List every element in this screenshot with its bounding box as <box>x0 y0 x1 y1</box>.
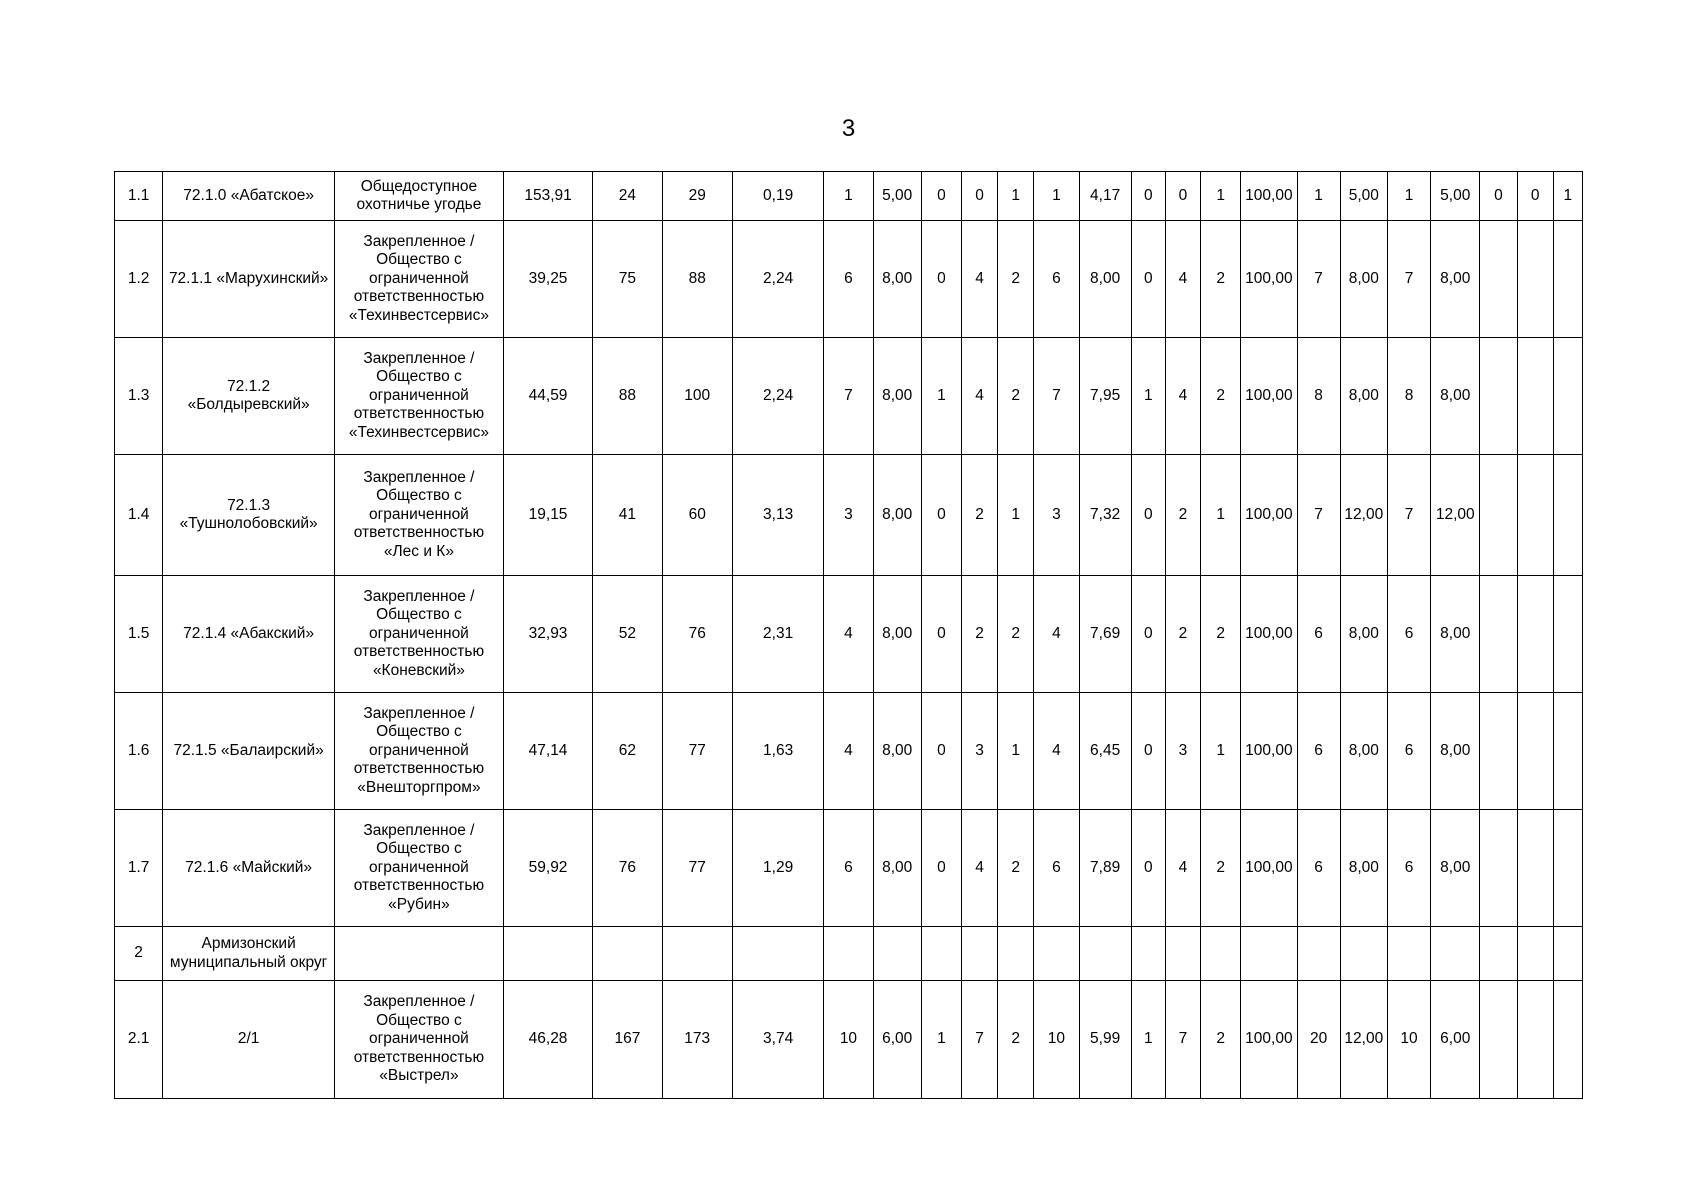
table-cell: 2 <box>998 810 1034 927</box>
table-cell: Закрепленное / Общество с ограниченной ответственностью «Выстрел» <box>335 981 504 1099</box>
table-cell: 1.5 <box>115 576 163 693</box>
table-row <box>115 693 1583 810</box>
table-cell: 5,00 <box>1340 172 1387 221</box>
table-cell: 0 <box>1131 221 1165 338</box>
table-cell: 2 <box>998 981 1034 1099</box>
table-cell: 6,45 <box>1079 693 1131 810</box>
table-cell: 7,69 <box>1079 576 1131 693</box>
table-cell: 2 <box>1165 576 1200 693</box>
table-cell: 2,24 <box>732 338 823 455</box>
page-number: 3 <box>841 115 856 142</box>
table-cell: 1 <box>1034 172 1079 221</box>
table-cell <box>593 927 662 981</box>
table-cell <box>873 927 921 981</box>
table-cell: 7,89 <box>1079 810 1131 927</box>
table-cell: 4 <box>1165 221 1200 338</box>
table-cell <box>1480 576 1517 693</box>
table-cell <box>1517 981 1553 1099</box>
table-cell: 2 <box>1201 221 1241 338</box>
table-cell: 7 <box>1297 221 1340 338</box>
table-cell: 2 <box>1201 338 1241 455</box>
table-row <box>115 221 1583 338</box>
table-cell: 8 <box>1387 338 1430 455</box>
table-cell: 44,59 <box>503 338 592 455</box>
table-cell: 2 <box>998 221 1034 338</box>
table-cell <box>1480 693 1517 810</box>
table-row <box>115 576 1583 693</box>
table-cell: 3 <box>1034 455 1079 576</box>
table-row <box>115 927 1583 981</box>
table-cell: 1.2 <box>115 221 163 338</box>
table-cell: 75 <box>593 221 662 338</box>
table-cell: 8,00 <box>1079 221 1131 338</box>
table-cell: 72.1.4 «Абакский» <box>163 576 335 693</box>
table-cell: 52 <box>593 576 662 693</box>
table-cell: 1 <box>1131 338 1165 455</box>
table-cell <box>1079 927 1131 981</box>
table-cell <box>1553 810 1582 927</box>
table-cell: 0 <box>921 810 961 927</box>
table-cell <box>1517 221 1553 338</box>
table-cell: 8,00 <box>873 338 921 455</box>
table-cell: 8,00 <box>1340 221 1387 338</box>
table-cell: 1.7 <box>115 810 163 927</box>
table-cell <box>1201 927 1241 981</box>
table-cell: 100,00 <box>1241 810 1297 927</box>
table-cell: Закрепленное / Общество с ограниченной ответственностью «Рубин» <box>335 810 504 927</box>
table-cell <box>824 927 873 981</box>
table-cell: 6 <box>1297 693 1340 810</box>
table-cell: 1 <box>1201 455 1241 576</box>
table-cell: 41 <box>593 455 662 576</box>
table-cell: 0 <box>1131 576 1165 693</box>
table-cell <box>1553 576 1582 693</box>
table-cell: 6,00 <box>1431 981 1480 1099</box>
table-cell: 32,93 <box>503 576 592 693</box>
table-cell: 8,00 <box>873 455 921 576</box>
table-cell: 100,00 <box>1241 221 1297 338</box>
table-cell <box>1034 927 1079 981</box>
table-cell: 1 <box>1201 172 1241 221</box>
table-cell: 6,00 <box>873 981 921 1099</box>
table-cell <box>1553 927 1582 981</box>
table-cell: 0 <box>1131 810 1165 927</box>
table-cell: 173 <box>662 981 732 1099</box>
table-cell: 6 <box>1387 576 1430 693</box>
table-cell: 72.1.5 «Балаирский» <box>163 693 335 810</box>
table-cell: 20 <box>1297 981 1340 1099</box>
table-cell <box>1340 927 1387 981</box>
table-cell: 88 <box>662 221 732 338</box>
table-cell: 72.1.3 «Тушнолобовский» <box>163 455 335 576</box>
table-cell: 6 <box>1387 693 1430 810</box>
table-cell: Армизонский муниципальный округ <box>163 927 335 981</box>
table-cell: 1.1 <box>115 172 163 221</box>
table-cell: 1 <box>998 693 1034 810</box>
table-cell: Общедоступное охотничье угодье <box>335 172 504 221</box>
table-cell <box>1553 338 1582 455</box>
table-cell: 5,00 <box>1431 172 1480 221</box>
table-cell: 1 <box>1553 172 1582 221</box>
table-cell: 62 <box>593 693 662 810</box>
table-cell <box>1553 981 1582 1099</box>
table-cell: 6 <box>824 221 873 338</box>
table-cell: 8,00 <box>873 693 921 810</box>
hunting-grounds-table <box>114 171 1583 1099</box>
table-cell: 8,00 <box>1340 810 1387 927</box>
table-cell: 167 <box>593 981 662 1099</box>
table-cell <box>1553 455 1582 576</box>
table-cell: 6 <box>1387 810 1430 927</box>
table-cell: 0 <box>1165 172 1200 221</box>
table-cell: 8,00 <box>873 576 921 693</box>
table-cell: 0 <box>921 221 961 338</box>
table-cell: 72.1.0 «Абатское» <box>163 172 335 221</box>
table-cell <box>1431 927 1480 981</box>
table-cell <box>1553 221 1582 338</box>
table-cell <box>961 927 997 981</box>
table-cell <box>921 927 961 981</box>
table-cell: 4 <box>1165 338 1200 455</box>
table-cell: 1 <box>921 338 961 455</box>
table-cell: 1.6 <box>115 693 163 810</box>
table-row <box>115 338 1583 455</box>
table-cell <box>732 927 823 981</box>
table-cell <box>1517 576 1553 693</box>
table-cell: 7 <box>961 981 997 1099</box>
table-cell <box>1387 927 1430 981</box>
table-cell: 100,00 <box>1241 338 1297 455</box>
table-cell: 76 <box>662 576 732 693</box>
table-row <box>115 810 1583 927</box>
table-cell <box>1480 455 1517 576</box>
table-cell: 4 <box>1034 693 1079 810</box>
table-cell: 1,29 <box>732 810 823 927</box>
table-cell: 12,00 <box>1340 981 1387 1099</box>
table-cell: 10 <box>1034 981 1079 1099</box>
table-cell: 8,00 <box>1431 338 1480 455</box>
table-cell: 0 <box>1131 455 1165 576</box>
table-cell <box>1517 455 1553 576</box>
table-cell: 2,24 <box>732 221 823 338</box>
table-cell <box>335 927 504 981</box>
table-cell: 7 <box>1165 981 1200 1099</box>
table-row <box>115 455 1583 576</box>
table-cell <box>998 927 1034 981</box>
table-cell: 2 <box>998 576 1034 693</box>
table-cell: 1.3 <box>115 338 163 455</box>
table-cell: 19,15 <box>503 455 592 576</box>
table-cell <box>503 927 592 981</box>
table-cell: 8,00 <box>1431 221 1480 338</box>
table-cell <box>1480 338 1517 455</box>
table-cell: 7,32 <box>1079 455 1131 576</box>
table-cell: 72.1.2 «Болдыревский» <box>163 338 335 455</box>
table-cell: 100,00 <box>1241 576 1297 693</box>
table-cell: 7,95 <box>1079 338 1131 455</box>
table-cell <box>1480 221 1517 338</box>
table-cell: 72.1.6 «Майский» <box>163 810 335 927</box>
table-cell <box>1480 810 1517 927</box>
table-cell: 10 <box>824 981 873 1099</box>
table-cell: 7 <box>1387 455 1430 576</box>
table-cell: 0 <box>921 576 961 693</box>
table-cell: 100,00 <box>1241 981 1297 1099</box>
table-cell: 2 <box>961 576 997 693</box>
table-cell: 6 <box>1297 810 1340 927</box>
table-cell: 2.1 <box>115 981 163 1099</box>
table-cell: 8,00 <box>1340 338 1387 455</box>
table-cell: 6 <box>1297 576 1340 693</box>
table-cell: 7 <box>824 338 873 455</box>
table-cell <box>1241 927 1297 981</box>
table-cell: 2 <box>998 338 1034 455</box>
table-cell <box>1517 810 1553 927</box>
table-cell: 24 <box>593 172 662 221</box>
table-cell: 88 <box>593 338 662 455</box>
table-cell: 153,91 <box>503 172 592 221</box>
table-cell: 0 <box>961 172 997 221</box>
table-cell: 100,00 <box>1241 693 1297 810</box>
table-cell: 4 <box>824 693 873 810</box>
table-cell: 10 <box>1387 981 1430 1099</box>
table-cell: 1 <box>1387 172 1430 221</box>
table-cell <box>1553 693 1582 810</box>
table-cell: 3 <box>1165 693 1200 810</box>
table-row <box>115 981 1583 1099</box>
table-cell: 2 <box>1201 576 1241 693</box>
table-cell: 0 <box>1480 172 1517 221</box>
table-cell: 2,31 <box>732 576 823 693</box>
table-cell: 47,14 <box>503 693 592 810</box>
table-cell: 59,92 <box>503 810 592 927</box>
table-cell: 7 <box>1034 338 1079 455</box>
table-cell: 3,13 <box>732 455 823 576</box>
table-cell: 8,00 <box>1431 693 1480 810</box>
table-cell: 6 <box>1034 221 1079 338</box>
table-cell: 1 <box>1201 693 1241 810</box>
table-cell: 4 <box>961 810 997 927</box>
table-cell: 6 <box>1034 810 1079 927</box>
table-cell: 2 <box>115 927 163 981</box>
table-cell: Закрепленное / Общество с ограниченной ответственностью «Коневский» <box>335 576 504 693</box>
table-cell <box>1297 927 1340 981</box>
table-cell: 0 <box>921 172 961 221</box>
table-cell: 1 <box>1131 981 1165 1099</box>
table-cell: 2/1 <box>163 981 335 1099</box>
table-cell: 1 <box>824 172 873 221</box>
table-cell <box>1480 981 1517 1099</box>
table-cell: 0 <box>921 693 961 810</box>
table-cell: 0 <box>921 455 961 576</box>
table-cell: 100,00 <box>1241 455 1297 576</box>
table-cell: 4 <box>961 221 997 338</box>
table-cell: 3 <box>961 693 997 810</box>
table-cell: 7 <box>1297 455 1340 576</box>
table-cell: 6 <box>824 810 873 927</box>
table-cell: 1 <box>921 981 961 1099</box>
table-cell: 5,00 <box>873 172 921 221</box>
table-cell: 76 <box>593 810 662 927</box>
table-cell: 0 <box>1131 172 1165 221</box>
table-cell: 8,00 <box>1431 810 1480 927</box>
table-cell: 8,00 <box>1431 576 1480 693</box>
table-cell: 100,00 <box>1241 172 1297 221</box>
table-cell: 8,00 <box>1340 576 1387 693</box>
table-cell: 46,28 <box>503 981 592 1099</box>
table-cell: 72.1.1 «Марухинский» <box>163 221 335 338</box>
table-cell <box>1165 927 1200 981</box>
table-cell: 4 <box>1165 810 1200 927</box>
table-cell: 2 <box>1201 810 1241 927</box>
table-cell: 1 <box>998 172 1034 221</box>
table-cell: 2 <box>961 455 997 576</box>
table-cell: Закрепленное / Общество с ограниченной ответственностью «Техинвестсервис» <box>335 338 504 455</box>
table-cell: 5,99 <box>1079 981 1131 1099</box>
table-cell: 12,00 <box>1431 455 1480 576</box>
table-cell: Закрепленное / Общество с ограниченной ответственностью «Техинвестсервис» <box>335 221 504 338</box>
table-cell: 1,63 <box>732 693 823 810</box>
table-cell: 1 <box>1297 172 1340 221</box>
table-cell: 8,00 <box>1340 693 1387 810</box>
table-cell: 7 <box>1387 221 1430 338</box>
table-row <box>115 172 1583 221</box>
table-cell: 8 <box>1297 338 1340 455</box>
table-cell <box>1517 693 1553 810</box>
table-cell: 77 <box>662 693 732 810</box>
table-cell: 4 <box>961 338 997 455</box>
table-cell: 29 <box>662 172 732 221</box>
table-cell <box>1517 338 1553 455</box>
table-cell: 100 <box>662 338 732 455</box>
table-cell: 4,17 <box>1079 172 1131 221</box>
table-cell: 0,19 <box>732 172 823 221</box>
table-cell: 8,00 <box>873 221 921 338</box>
table-cell: 2 <box>1165 455 1200 576</box>
table-cell <box>1517 927 1553 981</box>
table-cell: 0 <box>1517 172 1553 221</box>
table-cell: 3,74 <box>732 981 823 1099</box>
table-cell <box>662 927 732 981</box>
table-cell: 4 <box>1034 576 1079 693</box>
table-cell: 12,00 <box>1340 455 1387 576</box>
table-cell: 3 <box>824 455 873 576</box>
table-cell: 77 <box>662 810 732 927</box>
table-cell <box>1131 927 1165 981</box>
table-cell: 2 <box>1201 981 1241 1099</box>
table-cell: 60 <box>662 455 732 576</box>
table-cell: Закрепленное /Общество с ограниченной ответственностью «Лес и К» <box>335 455 504 576</box>
table-cell: 0 <box>1131 693 1165 810</box>
table-cell: 39,25 <box>503 221 592 338</box>
table-cell: 1.4 <box>115 455 163 576</box>
table-cell: Закрепленное / Общество с ограниченной ответственностью «Внешторгпром» <box>335 693 504 810</box>
table-cell: 8,00 <box>873 810 921 927</box>
table-cell: 4 <box>824 576 873 693</box>
table-cell: 1 <box>998 455 1034 576</box>
table-cell <box>1480 927 1517 981</box>
